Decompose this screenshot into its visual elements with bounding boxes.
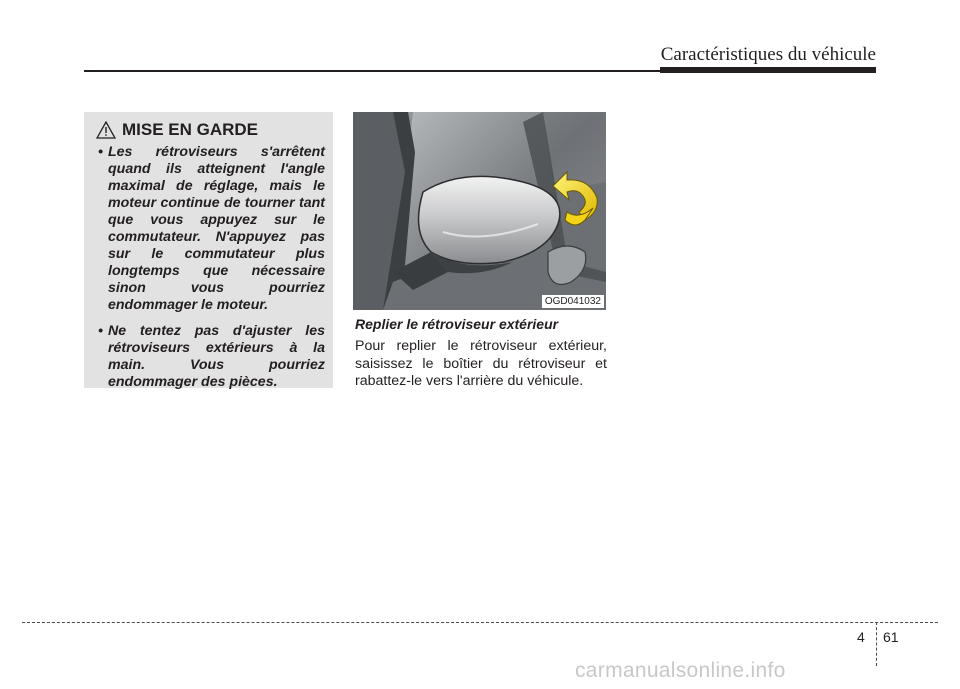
page-header-title: Caractéristiques du véhicule <box>660 44 876 65</box>
section-title: Replier le rétroviseur extérieur <box>355 316 559 332</box>
page-number: 61 <box>883 629 899 645</box>
section-body: Pour replier le rétroviseur extérieur, saisissez le boîtier du rétroviseur et rabattez-le vers l'arrière du véhicule. <box>355 338 607 389</box>
warning-triangle-icon <box>96 121 116 139</box>
chapter-number: 4 <box>857 629 865 645</box>
warning-title: MISE EN GARDE <box>122 120 259 139</box>
figure-code: OGD041032 <box>542 295 604 308</box>
warning-list <box>92 144 325 391</box>
mirror-fold-illustration <box>353 112 606 310</box>
mirror-figure <box>353 112 606 310</box>
footer-divider <box>876 622 877 666</box>
watermark: carmanualsonline.info <box>575 659 786 682</box>
warning-header <box>92 120 325 140</box>
warning-item: • Les rétroviseurs s'arrêtent quand ils atteignent l'angle maximal de réglage, mais le moteur continue de tourner tant que vous appuyez sur le commutateur. N'appuyez pas sur le commutateur plus longtemps que nécessaire sinon vous pourriez endommager le moteur. <box>92 144 325 314</box>
warning-box <box>84 112 333 388</box>
footer-rule <box>22 622 938 623</box>
header-bar <box>660 67 876 73</box>
warning-item: • Ne tentez pas d'ajuster les rétroviseurs extérieurs à la main. Vous pourriez endommager des pièces. <box>92 323 325 391</box>
header-rule <box>84 70 660 72</box>
